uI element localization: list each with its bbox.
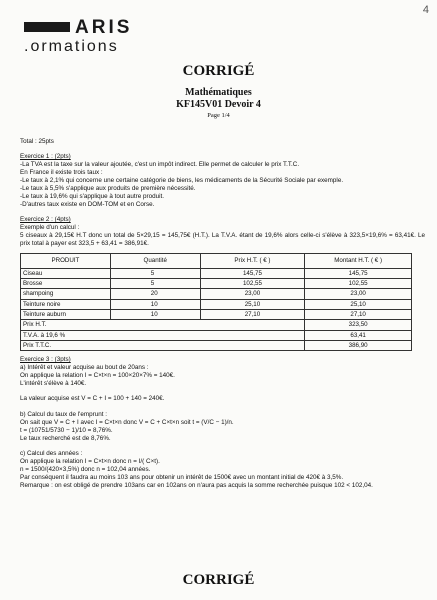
- total-points: Total : 25pts: [20, 138, 54, 145]
- exercise-2-title: Exercice 2 : (4pts): [20, 216, 71, 224]
- total-value: 386,90: [305, 340, 412, 350]
- price-cell: 25,10: [200, 299, 305, 309]
- total-row: [21, 330, 412, 340]
- exercise-1-title: Exercice 1 : (2pts): [20, 153, 71, 161]
- document-header: [0, 87, 437, 120]
- column-header: PRODUIT: [21, 253, 111, 268]
- exercise-1-line: En France il existe trois taux :: [20, 169, 103, 177]
- exercise-3b-line: t = (10751/5730 − 1)/10 = 8,76%.: [20, 426, 113, 434]
- invoice-table: [20, 253, 412, 351]
- logo-bar: [24, 22, 70, 32]
- exercise-1-line: -Le taux à 5,5% s'applique aux produits de première nécessité.: [20, 185, 196, 193]
- table-row: [21, 310, 412, 320]
- quantity-cell: 5: [110, 279, 200, 289]
- quantity-cell: 10: [110, 310, 200, 320]
- table-row: [21, 268, 412, 278]
- table-header-row: [21, 253, 412, 268]
- company-logo: [24, 18, 132, 56]
- table-row: [21, 289, 412, 299]
- handwritten-page-mark: 4: [422, 4, 429, 16]
- corrige-title-top: CORRIGÉ: [182, 63, 255, 79]
- product-cell: Teinture noire: [21, 299, 111, 309]
- exercise-1-line: -La TVA est la taxe sur la valeur ajoutée, c'est un impôt indirect. Elle permet de calculer le prix T.T.C.: [20, 161, 300, 169]
- total-value: 63,41: [305, 330, 412, 340]
- document-body: [20, 138, 425, 489]
- quantity-cell: 20: [110, 289, 200, 299]
- exercise-1-line: -Le taux à 2,1% qui concerne une certaine catégorie de biens, les médicaments de la Sécurité Sociale par exemple.: [20, 177, 344, 185]
- page-number: Page 1/4: [207, 112, 230, 119]
- column-header: Prix H.T. ( € ): [200, 253, 305, 268]
- product-cell: shampoing: [21, 289, 111, 299]
- logo-line2: .ormations: [24, 38, 119, 55]
- amount-cell: 27,10: [305, 310, 412, 320]
- exercise-3a-value: La valeur acquise est V = C + I = 100 + 140 = 240€.: [20, 395, 165, 403]
- assignment-code: KF145V01 Devoir 4: [176, 99, 261, 110]
- product-cell: Brosse: [21, 279, 111, 289]
- total-row: [21, 320, 412, 330]
- total-row: [21, 340, 412, 350]
- exercise-3b-title: b) Calcul du taux de l'emprunt :: [20, 410, 107, 418]
- product-cell: Ciseau: [21, 268, 111, 278]
- subject-title: Mathématiques: [185, 87, 252, 98]
- exercise-3c-line: On applique la relation I = C×t×n donc n = I/( C×t).: [20, 457, 160, 465]
- exercise-3-title: Exercice 3 : (3pts): [20, 356, 71, 364]
- total-label: Prix H.T.: [21, 320, 305, 330]
- amount-cell: 25,10: [305, 299, 412, 309]
- exercise-1-line: -D'autres taux existe en DOM-TOM et en Corse.: [20, 200, 155, 208]
- price-cell: 145,75: [200, 268, 305, 278]
- price-cell: 27,10: [200, 310, 305, 320]
- exercise-3c-title: c) Calcul des années :: [20, 449, 83, 457]
- logo-line1: ARIS: [75, 17, 133, 38]
- column-header: Quantité: [110, 253, 200, 268]
- exercise-3a-title: a) Intérêt et valeur acquise au bout de 20ans :: [20, 364, 149, 372]
- exercise-3a-line: On applique la relation I = C×t×n = 100×20×7% = 140€.: [20, 372, 175, 380]
- total-label: T.V.A. à 19,6 %: [21, 330, 305, 340]
- total-value: 323,50: [305, 320, 412, 330]
- exercise-3c-line: n = 1500/(420×3,5%) donc n = 102,04 années.: [20, 465, 151, 473]
- exercise-3b-line: Le taux recherché est de 8,76%.: [20, 434, 111, 442]
- price-cell: 102,55: [200, 279, 305, 289]
- table-row: [21, 299, 412, 309]
- product-cell: Teinture auburn: [21, 310, 111, 320]
- corrige-title-bottom: CORRIGÉ: [182, 572, 255, 588]
- price-cell: 23,00: [200, 289, 305, 299]
- exercise-1-line: -Le taux à 19,6% qui s'applique à tout autre produit.: [20, 192, 165, 200]
- amount-cell: 102,55: [305, 279, 412, 289]
- exercise-3c-remark: Remarque : on est obligé de prendre 103ans car en 102ans on n'aura pas acquis la somme recherchée puisque 102 < 102,04.: [20, 481, 373, 489]
- amount-cell: 145,75: [305, 268, 412, 278]
- amount-cell: 23,00: [305, 289, 412, 299]
- quantity-cell: 10: [110, 299, 200, 309]
- exercise-3c-line: Par conséquent il faudra au moins 103 ans pour obtenir un intérêt de 1500€ avec un montant initial de 420€ à 3,5%.: [20, 473, 344, 481]
- table-row: [21, 279, 412, 289]
- total-label: Prix T.T.C.: [21, 340, 305, 350]
- exercise-3b-line: On sait que V = C + I avec I = C×t×n donc V = C + C×t×n soit t = (V/C − 1)/n.: [20, 418, 234, 426]
- exercise-2-paragraph: 5 ciseaux à 29,15€ H.T donc un total de 5×29,15 = 145,75€ (H.T.). La T.V.A. étant de 19,6% alors celle-ci s'élève à 323,5×19,6% = 63,41€. Le prix total à payer est 323,5 + 63,41 = 386,91€.: [20, 232, 425, 247]
- exercise-2-intro: Exemple d'un calcul :: [20, 224, 80, 232]
- exercise-3a-line: L'intérêt s'élève à 140€.: [20, 379, 87, 387]
- column-header: Montant H.T. ( € ): [305, 253, 412, 268]
- quantity-cell: 5: [110, 268, 200, 278]
